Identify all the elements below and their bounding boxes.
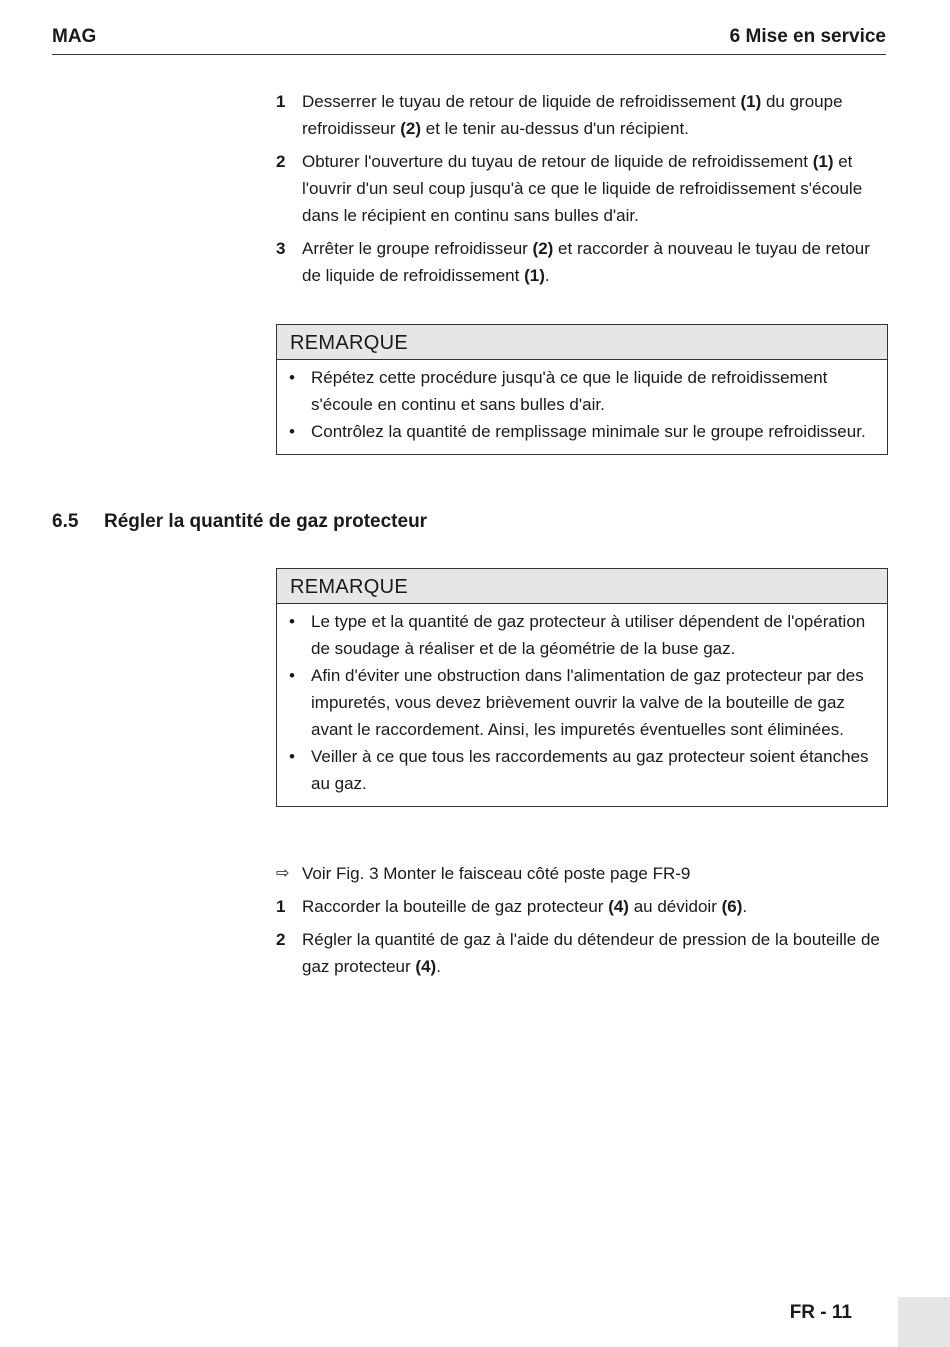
figure-reference [276,860,888,887]
item-reference: (1) [524,266,545,285]
step-number: 1 [276,897,286,916]
note-item: • Contrôlez la quantité de remplissage minimale sur le groupe refroidisseur. [311,418,875,445]
note-title: REMARQUE [277,325,887,360]
gas-instructions [276,860,888,986]
steps-list-gas [276,893,888,980]
step-number: 2 [276,152,286,171]
section-heading [52,511,427,533]
note-item: • Veiller à ce que tous les raccordements au gaz protecteur soient étanches au gaz. [311,743,875,797]
note-item: • Le type et la quantité de gaz protecteur à utiliser dépendent de l'opération de soudage à réaliser et de la géométrie de la buse gaz. [311,608,875,662]
step-1 [276,893,888,920]
note-item: • Répétez cette procédure jusqu'à ce que le liquide de refroidissement s'écoule en continu et sans bulles d'air. [311,364,875,418]
step-text: Obturer l'ouverture du tuyau de retour de liquide de refroidissement [302,152,813,171]
note-box-cooling [276,324,888,455]
step-text: Régler la quantité de gaz à l'aide du détendeur de pression de la bouteille de gaz protecteur [302,930,880,976]
item-reference: (2) [400,119,422,138]
step-text: au dévidoir [628,897,722,916]
step-text: . [436,957,441,976]
item-reference: (1) [740,92,762,111]
step-2 [276,148,888,229]
page-header [52,26,886,55]
arrow-right-icon: ⇨ [276,865,290,882]
step-text: . [742,897,748,916]
step-text: et raccorder à nouveau le tuyau de retour de liquide de refroidissement [302,239,870,285]
section-number: 6.5 [52,511,79,532]
header-chapter: 6 Mise en service [729,26,886,47]
section-title: Régler la quantité de gaz protecteur [104,511,428,532]
item-reference: (1) [812,152,834,171]
step-number: 3 [276,239,286,258]
item-reference: (6) [721,897,743,916]
step-text: Arrêter le groupe refroidisseur [302,239,533,258]
note-box-gas [276,568,888,807]
header-left: MAG [52,26,97,47]
step-1 [276,88,888,142]
step-text: . [544,266,550,285]
reference-text: Voir Fig. 3 Monter le faisceau côté poste page FR-9 [302,864,691,883]
page-number: FR - 11 [789,1302,852,1323]
step-text: Desserrer le tuyau de retour de liquide de refroidissement [302,92,741,111]
steps-list-cooling [276,88,888,295]
item-reference: (4) [608,897,629,916]
step-text: et l'ouvrir d'un seul coup jusqu'à ce que le liquide de refroidissement s'écoule dans le récipient en continu sans bulles d'air. [302,152,863,225]
step-number: 2 [276,930,286,949]
note-title: REMARQUE [277,569,887,604]
step-text: et le tenir au-dessus d'un récipient. [421,119,689,138]
page-edge-tab [898,1297,950,1347]
note-item: • Afin d'éviter une obstruction dans l'alimentation de gaz protecteur par des impuretés, vous devez brièvement ouvrir la valve de la bouteille de gaz avant le raccordement. Ainsi, les impuretés éventuelles sont éliminées. [311,662,875,743]
step-text: du groupe refroidisseur [302,92,843,138]
step-2 [276,926,888,980]
item-reference: (2) [532,239,554,258]
step-3 [276,235,888,289]
step-text: Raccorder la bouteille de gaz protecteur [302,897,609,916]
step-number: 1 [276,92,286,111]
item-reference: (4) [415,957,437,976]
